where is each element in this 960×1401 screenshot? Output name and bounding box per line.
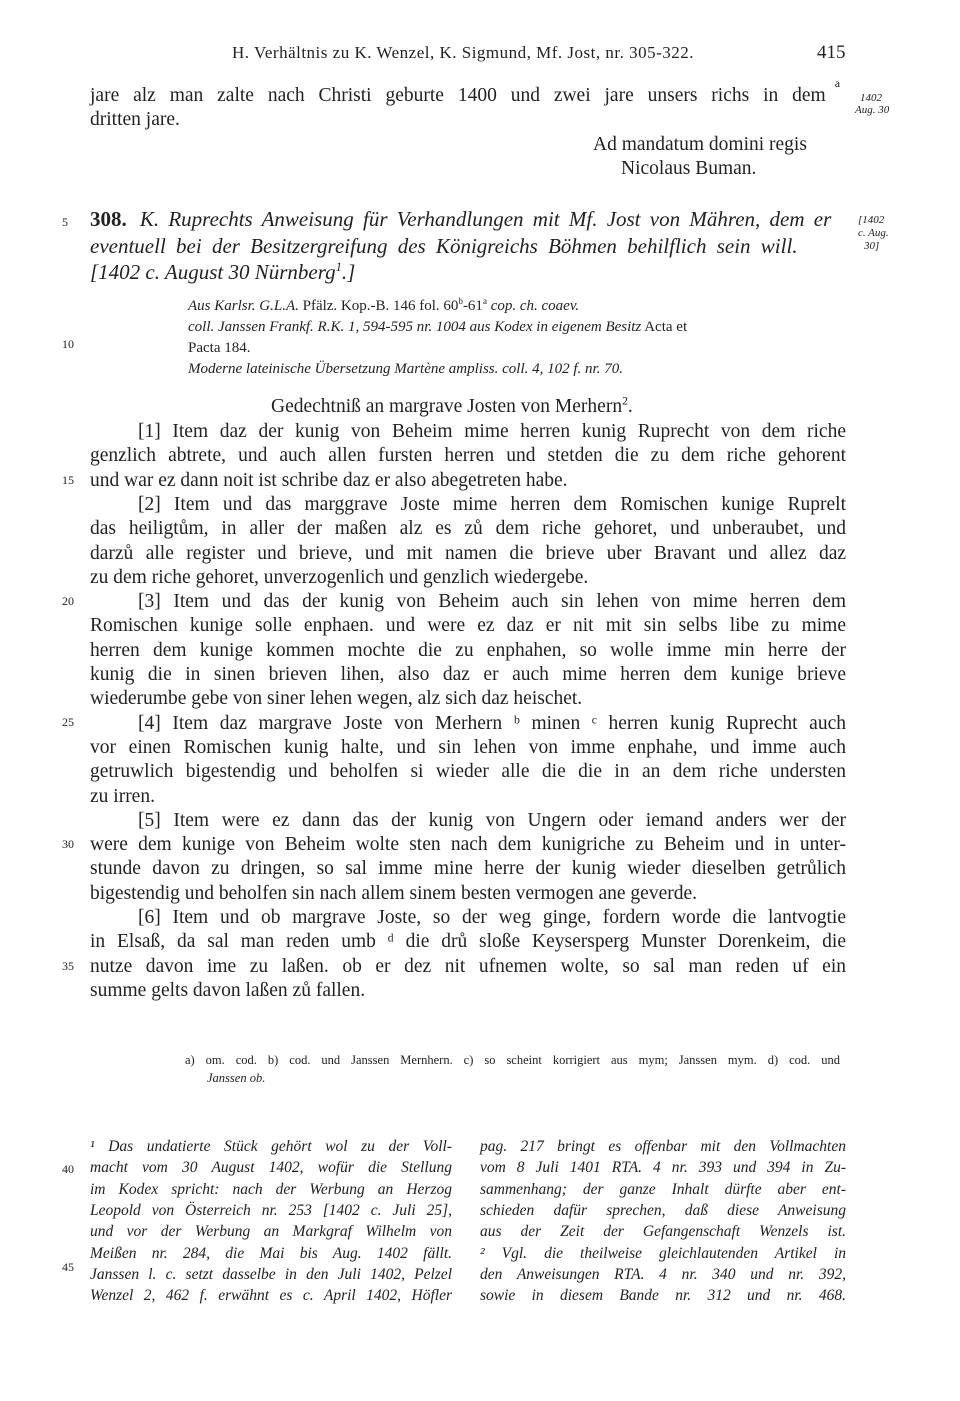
source-edition: coll. Janssen Frankf. R.K. 1, 594-595 nr. 1004 aus Kodex in eigenem Besitz (188, 319, 642, 335)
document-date-close: .] (341, 260, 356, 284)
paragraph-4-line: [4] Item daz margrave Joste von Merhern ᵇ minen ᶜ herren kunig Ruprecht auch (138, 712, 846, 734)
document-date-place: [1402 c. August 30 Nürnberg (90, 260, 336, 284)
line-number: 25 (62, 715, 74, 729)
footnote-line: schieden dafür sprechen, daß diese Anweisung (480, 1201, 846, 1219)
text-heading-end: . (627, 396, 633, 417)
paragraph-5-line: [5] Item were ez dann das der kunig von Ungern oder iemand anders wer der (138, 809, 846, 831)
paragraph-3-line: Romischen kunige solle enphaen. und were ez daz er nit mit sin selbs libe zu mime (90, 615, 846, 637)
footnote-line: sowie in diesem Bande nr. 312 und nr. 468. (480, 1287, 846, 1305)
source-shelfmark: Pfälz. Kop.-B. 146 fol. 60 (302, 298, 459, 314)
variant-marker-a: a (834, 77, 840, 90)
document-title-line-1 (90, 207, 831, 232)
document-title-line-2: eventuell bei der Besitzergreifung des Königreichs Böhmen behilflich sein will. (90, 234, 798, 258)
source-line-4: Moderne lateinische Übersetzung Martène ampliss. coll. 4, 102 f. nr. 70. (188, 361, 623, 377)
line-number: 15 (62, 473, 74, 487)
paragraph-6-line: summe gelts davon laßen zů fallen. (90, 979, 366, 1001)
paragraph-6-line: [6] Item und ob margrave Joste, so der weg ginge, fordern worde die lantvogtie (138, 907, 846, 928)
source-copy-type: cop. ch. coaev. (490, 298, 580, 314)
paragraph-1-line: genzlich abtrete, und auch allen fursten herren und stetden die zu dem riche gehorent (90, 445, 846, 467)
footnote-line: Wenzel 2, 462 f. erwähnt es c. April 1402, Höfler (90, 1287, 452, 1305)
footnote-line: aus der Zeit der Gefangenschaft Wenzels ist. (480, 1223, 846, 1241)
footnote-line: im Kodex spricht: nach der Werbung an Herzog (90, 1180, 452, 1198)
footnote-line: ² Vgl. die theilweise gleichlautenden Artikel in (480, 1244, 846, 1262)
footnote-ref-1: 1 (335, 260, 342, 274)
signoff-line-1: Ad mandatum domini regis (593, 134, 807, 155)
margin-date-2: Aug. 30 (855, 104, 890, 116)
paragraph-2-line: zu dem riche gehoret, unverzogenlich und genzlich wiedergebe. (90, 566, 589, 588)
margin-date-1: 1402 (860, 92, 882, 104)
text-heading (271, 395, 633, 419)
footnote-line: und vor der Werbung an Markgraf Wilhelm von (90, 1223, 452, 1241)
source-archive: Aus Karlsr. G.L.A. (188, 298, 299, 314)
paragraph-2-line: darzů alle register und brieve, und mit namen die brieve uber Bravant und allez daz (90, 542, 846, 564)
footnote-line: den Anweisungen RTA. 4 nr. 340 und nr. 392, (480, 1265, 846, 1283)
signoff-line-2: Nicolaus Buman. (621, 158, 757, 179)
paragraph-2-line: [2] Item und das marggrave Joste mime herren dem Romischen kunige Ruprelt (138, 493, 846, 515)
line-number: 35 (62, 959, 74, 973)
source-edition-tail: Acta et (644, 319, 688, 335)
paragraph-4-line: vor einen Romischen kunig halte, und sin lehen von imme enphahe, und imme auch (90, 736, 846, 758)
paragraph-3-line: wiederumbe gebe von siner lehen wegen, alz sich daz heischet. (90, 688, 583, 710)
footnote-line: Janssen l. c. setzt dasselbe in den Juli 1402, Pelzel (90, 1265, 452, 1283)
footnote-line: Meißen nr. 284, die Mai bis Aug. 1402 fällt. (90, 1244, 452, 1262)
line-number: 20 (62, 594, 74, 608)
paragraph-1-line: [1] Item daz der kunig von Beheim mime herren kunig Ruprecht von dem riche (138, 421, 846, 442)
source-line-3: Pacta 184. (188, 340, 251, 356)
margin-date-title-2: c. Aug. (858, 227, 889, 239)
paragraph-3-line: kunig die in sinen brieven lihen, also daz er auch mime herren dem kunige brieve (90, 664, 846, 685)
top-line-2: dritten jare. (90, 109, 180, 130)
footnote-line: ¹ Das undatierte Stück gehört wol zu der Voll- (90, 1138, 452, 1155)
source-sup-a: a (482, 296, 487, 306)
top-line-1 (90, 77, 840, 108)
source-line-2 (188, 317, 687, 338)
document-title-text-1: K. Ruprechts Anweisung für Verhandlungen mit Mf. Jost von Mähren, dem er (139, 207, 832, 231)
footnote-line: sammenhang; der ganze Inhalt dürfte aber ent- (480, 1180, 846, 1198)
margin-date-title-1: [1402 (858, 214, 885, 226)
line-number: 5 (62, 215, 68, 229)
source-line-1 (188, 296, 579, 317)
margin-date-title-3: 30] (864, 240, 880, 252)
top-line-1-text: jare alz man zalte nach Christi geburte 1400 und zwei jare unsers richs in dem (90, 85, 826, 106)
paragraph-6-line: in Elsaß, da sal man reden umb ᵈ die drů sloße Keysersperg Munster Dorenkeim, die (90, 931, 846, 953)
variant-notes-line-1: a) om. cod. b) cod. und Janssen Mernhern. c) so scheint korrigiert aus mym; Janssen mym. d) cod. und (185, 1053, 840, 1067)
line-number: 30 (62, 837, 74, 851)
paragraph-3-line: herren dem kunige kommen mochte die zu enphahen, so wolle imme min herre der (90, 639, 846, 661)
text-heading-main: Gedechtniß an margrave Josten von Merhern (271, 396, 623, 417)
footnote-line: vom 8 Juli 1401 RTA. 4 nr. 393 und 394 in Zu- (480, 1159, 846, 1177)
paragraph-4-line: getruwlich bigestendig und beholfen si wieder alle die die in an dem riche understen (90, 761, 846, 783)
line-number: 10 (62, 337, 74, 351)
paragraph-6-line: nutze davon ime zu laßen. ob er dez nit ufnemen wolte, so sal man reden uf ein (90, 955, 846, 977)
footnote-line: Leopold von Österreich nr. 253 [1402 c. Juli 25], (90, 1201, 452, 1219)
paragraph-3-line: [3] Item und das der kunig von Beheim auch sin lehen von mime herren dem (138, 591, 846, 613)
source-folio: -61 (462, 298, 483, 314)
paragraph-5-line: were dem kunige von Beheim wolte sten nach dem kunigriche zu Beheim und in unter- (90, 834, 846, 856)
line-number: 40 (62, 1162, 74, 1176)
paragraph-4-line: zu irren. (90, 785, 155, 807)
page-number: 415 (817, 42, 846, 63)
variant-notes-line-2: Janssen ob. (207, 1071, 266, 1085)
footnote-line: pag. 217 bringt es offenbar mit den Vollmachten (480, 1138, 846, 1155)
paragraph-2-line: das heiligtům, in aller der maßen alz es zů dem riche gehoret, und unberaubet, und (90, 518, 846, 540)
line-number: 45 (62, 1260, 74, 1274)
footnote-ref-2: 2 (622, 394, 628, 408)
paragraph-5-line: stunde davon zu dringen, so sal imme mine herre der kunig wieder dieselben getrůlich (90, 858, 846, 880)
paragraph-1-line: und war ez dann noit ist schribe daz er also abegetreten habe. (90, 469, 568, 491)
paragraph-5-line: bigestendig und beholfen sin nach allem sinem besten vermogen ane geverde. (90, 882, 698, 904)
document-title-line-3 (90, 260, 355, 285)
footnote-line: macht vom 30 August 1402, wofür die Stellung (90, 1159, 452, 1177)
running-title: H. Verhältnis zu K. Wenzel, K. Sigmund, Mf. Jost, nr. 305-322. (232, 43, 695, 62)
source-sup-b: b (458, 296, 463, 306)
document-number: 308. (90, 207, 127, 231)
